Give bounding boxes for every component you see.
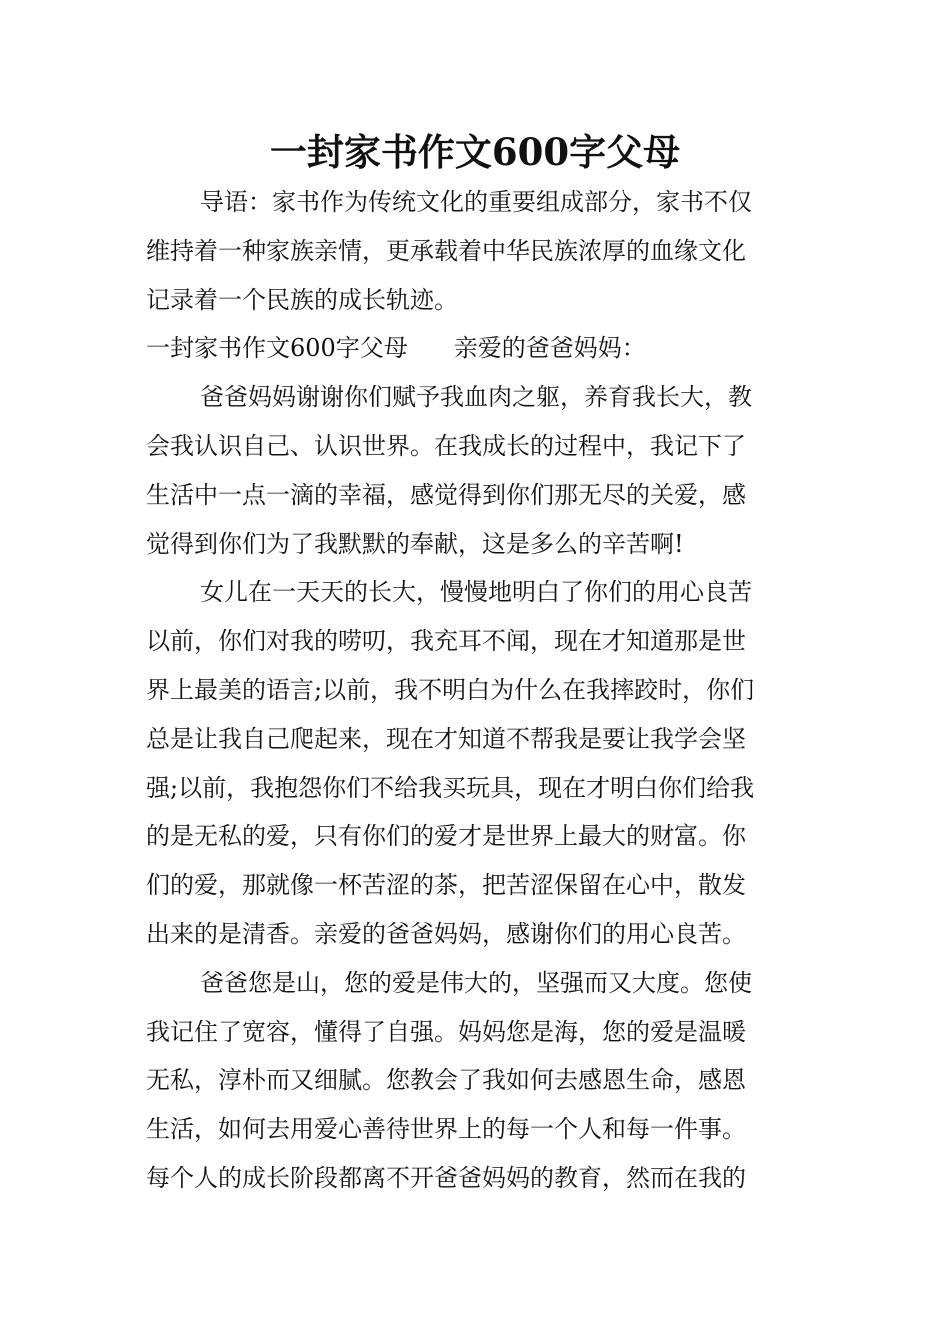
text-line: 女儿在一天天的长大，慢慢地明白了你们的用心良苦 [200,578,752,607]
text-line: 强;以前，我抱怨你们不给我买玩具，现在才明白你们给我 [146,773,755,802]
text-line: 以前，你们对我的唠叨，我充耳不闻，现在才知道那是世 [146,627,746,656]
heading-line [146,324,806,373]
text-line: 的是无私的爱，只有你们的爱才是世界上最大的财富。你 [146,822,746,851]
text-line: 生活中一点一滴的幸福，感觉得到你们那无尽的关爱，感 [146,480,746,509]
text-line: 爸爸您是山，您的爱是伟大的，坚强而又大度。您使 [200,968,752,997]
body-paragraph [146,959,806,1203]
text-line: 维持着一种家族亲情，更承载着中华民族浓厚的血缘文化 [146,236,746,265]
text-line: 会我认识自己、认识世界。在我成长的过程中，我记下了 [146,431,746,460]
text-line: 们的爱，那就像一杯苦涩的茶，把苦涩保留在心中，散发 [146,871,746,900]
text-line: 爸爸妈妈谢谢你们赋予我血肉之躯，养育我长大，教 [200,383,752,412]
text-line: 生活，如何去用爱心善待世界上的每一个人和每一件事。 [146,1115,746,1144]
body-paragraph [146,373,806,568]
intro-paragraph [146,178,806,324]
text-line: 总是让我自己爬起来，现在才知道不帮我是要让我学会坚 [146,724,746,753]
text-line: 导语：家书作为传统文化的重要组成部分，家书不仅 [200,188,752,216]
text-line: 出来的是清香。亲爱的爸爸妈妈，感谢你们的用心良苦。 [146,919,746,948]
text-line: 记录着一个民族的成长轨迹。 [146,285,458,314]
salutation: 亲爱的爸爸妈妈： [453,334,646,363]
document-body [146,178,806,1203]
body-paragraph [146,568,806,958]
text-line: 界上最美的语言;以前，我不明白为什么在我摔跤时，你们 [146,675,755,704]
text-line: 每个人的成长阶段都离不开爸爸妈妈的教育，然而在我的 [146,1163,746,1192]
document-title: 一封家书作文600字父母 [269,130,681,174]
text-line: 觉得到你们为了我默默的奉献，这是多么的辛苦啊! [146,529,684,558]
text-line: 无私，淳朴而又细腻。您教会了我如何去感恩生命，感恩 [146,1066,746,1095]
inline-heading: 一封家书作文600字父母 [146,334,408,363]
text-line: 我记住了宽容，懂得了自强。妈妈您是海，您的爱是温暖 [146,1017,746,1046]
